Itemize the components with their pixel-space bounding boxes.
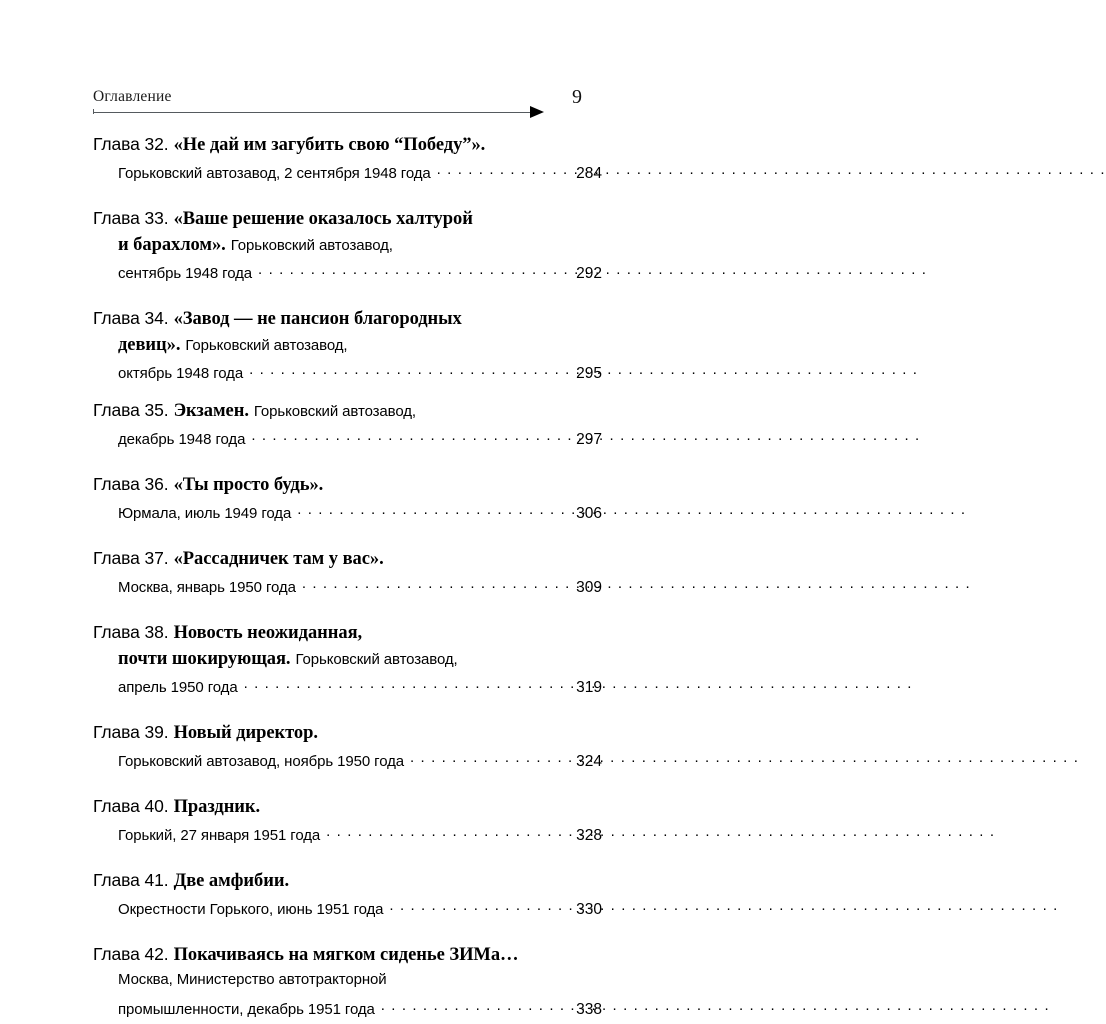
chapter-label: Глава 40. xyxy=(93,796,169,816)
chapter-label: Глава 34. xyxy=(93,308,169,328)
toc-list xyxy=(93,134,602,1024)
chapter-subtitle: Горьковский автозавод, xyxy=(295,651,458,668)
toc-entry-line xyxy=(93,576,602,602)
chapter-title: и барахлом». xyxy=(118,235,226,255)
chapter-title: «Ты просто будь». xyxy=(173,475,324,495)
chapter-title: Новость неожиданная, xyxy=(173,623,363,643)
toc-entry-line xyxy=(93,336,602,362)
entry-page-number: 306 xyxy=(576,505,602,522)
dot-leader xyxy=(410,750,568,766)
chapter-title: «Завод — не пансион благородных xyxy=(173,309,462,329)
entry-page-number: 319 xyxy=(576,679,602,696)
toc-entry-line xyxy=(93,210,577,236)
entry-page-number: 292 xyxy=(576,265,602,282)
chapter-title: почти шокирующая. xyxy=(118,649,291,669)
dot-leader xyxy=(302,576,568,592)
chapter-subtitle: промышленности, декабрь 1951 года xyxy=(118,1001,375,1018)
toc-entry-line xyxy=(93,362,602,388)
toc-entry[interactable] xyxy=(93,474,602,528)
chapter-title: девиц». xyxy=(118,335,181,355)
toc-entry-line xyxy=(93,550,577,576)
chapter-subtitle: Москва, Министерство автотракторной xyxy=(118,971,387,988)
toc-entry-line xyxy=(93,824,602,850)
toc-entry[interactable] xyxy=(93,134,602,188)
dot-leader xyxy=(258,262,568,278)
entry-page-number: 297 xyxy=(576,431,602,448)
chapter-label: Глава 37. xyxy=(93,548,169,568)
chapter-subtitle: сентябрь 1948 года xyxy=(118,265,253,282)
toc-entry[interactable] xyxy=(93,796,602,850)
chapter-label: Глава 33. xyxy=(93,208,169,228)
chapter-subtitle: Горьковский автозавод, ноябрь 1950 года xyxy=(118,753,405,770)
toc-entry-line xyxy=(93,262,602,288)
chapter-subtitle: Горьковский автозавод, 2 сентября 1948 года xyxy=(118,165,431,182)
running-head xyxy=(93,86,582,122)
dot-leader xyxy=(389,898,568,914)
chapter-title: Экзамен. xyxy=(173,401,249,421)
entry-page-number: 284 xyxy=(576,165,602,182)
chapter-label: Глава 39. xyxy=(93,722,169,742)
chapter-subtitle: Юрмала, июль 1949 года xyxy=(118,505,292,522)
chapter-title: Покачиваясь на мягком сиденье ЗИМа… xyxy=(173,945,519,965)
toc-entry-line xyxy=(93,972,602,998)
chapter-title: «Не дай им загубить свою “Победу”». xyxy=(173,135,486,155)
chapter-subtitle: Окрестности Горького, июнь 1951 года xyxy=(118,901,384,918)
arrow-right-icon xyxy=(530,106,544,118)
toc-entry-line xyxy=(93,624,577,650)
chapter-subtitle: Горьковский автозавод, xyxy=(185,337,348,354)
dot-leader xyxy=(251,428,568,444)
chapter-title: «Ваше решение оказалось халтурой xyxy=(173,209,473,229)
toc-entry-line xyxy=(93,162,602,188)
chapter-label: Глава 36. xyxy=(93,474,169,494)
entry-page-number: 330 xyxy=(576,901,602,918)
entry-page-number: 295 xyxy=(576,365,602,382)
chapter-title: Праздник. xyxy=(173,797,261,817)
chapter-subtitle: апрель 1950 года xyxy=(118,679,238,696)
toc-entry[interactable] xyxy=(93,400,602,454)
dot-leader xyxy=(244,676,568,692)
chapter-subtitle: декабрь 1948 года xyxy=(118,431,246,448)
toc-entry-line xyxy=(93,428,602,454)
toc-entry[interactable] xyxy=(93,870,602,924)
chapter-subtitle: октябрь 1948 года xyxy=(118,365,244,382)
toc-entry-line xyxy=(93,750,602,776)
chapter-title: Две амфибии. xyxy=(173,871,290,891)
toc-entry-line xyxy=(93,676,602,702)
chapter-subtitle: Москва, январь 1950 года xyxy=(118,579,296,596)
toc-entry-line xyxy=(93,898,602,924)
entry-page-number: 309 xyxy=(576,579,602,596)
toc-entry[interactable] xyxy=(93,208,602,288)
page-number-folio: 9 xyxy=(572,86,582,108)
chapter-label: Глава 35. xyxy=(93,400,169,420)
toc-entry-line xyxy=(93,310,577,336)
toc-entry-line xyxy=(93,650,602,676)
toc-entry-line xyxy=(93,798,577,824)
chapter-label: Глава 42. xyxy=(93,944,169,964)
dot-leader xyxy=(297,502,568,518)
dot-leader xyxy=(249,362,568,378)
chapter-label: Глава 41. xyxy=(93,870,169,890)
toc-entry-line xyxy=(93,724,577,750)
running-head-rule xyxy=(94,112,535,113)
chapter-subtitle: Горьковский автозавод, xyxy=(253,403,416,420)
chapter-subtitle: Горький, 27 января 1951 года xyxy=(118,827,321,844)
toc-entry[interactable] xyxy=(93,722,602,776)
toc-entry[interactable] xyxy=(93,548,602,602)
dot-leader xyxy=(437,162,568,178)
toc-entry[interactable] xyxy=(93,308,602,388)
entry-page-number: 328 xyxy=(576,827,602,844)
toc-entry-line xyxy=(93,236,602,262)
toc-entry[interactable] xyxy=(93,944,602,1024)
dot-leader xyxy=(381,998,568,1014)
entry-page-number: 338 xyxy=(576,1001,602,1018)
toc-entry-line xyxy=(93,476,577,502)
toc-entry-line xyxy=(93,872,577,898)
toc-entry-line xyxy=(93,136,577,162)
toc-entry-line xyxy=(93,402,577,428)
chapter-subtitle: Горьковский автозавод, xyxy=(230,237,393,254)
toc-entry[interactable] xyxy=(93,622,602,702)
chapter-title: Новый директор. xyxy=(173,723,318,743)
chapter-title: «Рассадничек там у вас». xyxy=(173,549,384,569)
dot-leader xyxy=(326,824,568,840)
running-head-title: Оглавление xyxy=(93,88,172,105)
chapter-label: Глава 38. xyxy=(93,622,169,642)
toc-entry-line xyxy=(93,502,602,528)
toc-entry-line xyxy=(93,946,577,972)
entry-page-number: 324 xyxy=(576,753,602,770)
toc-entry-line xyxy=(93,998,602,1024)
chapter-label: Глава 32. xyxy=(93,134,169,154)
